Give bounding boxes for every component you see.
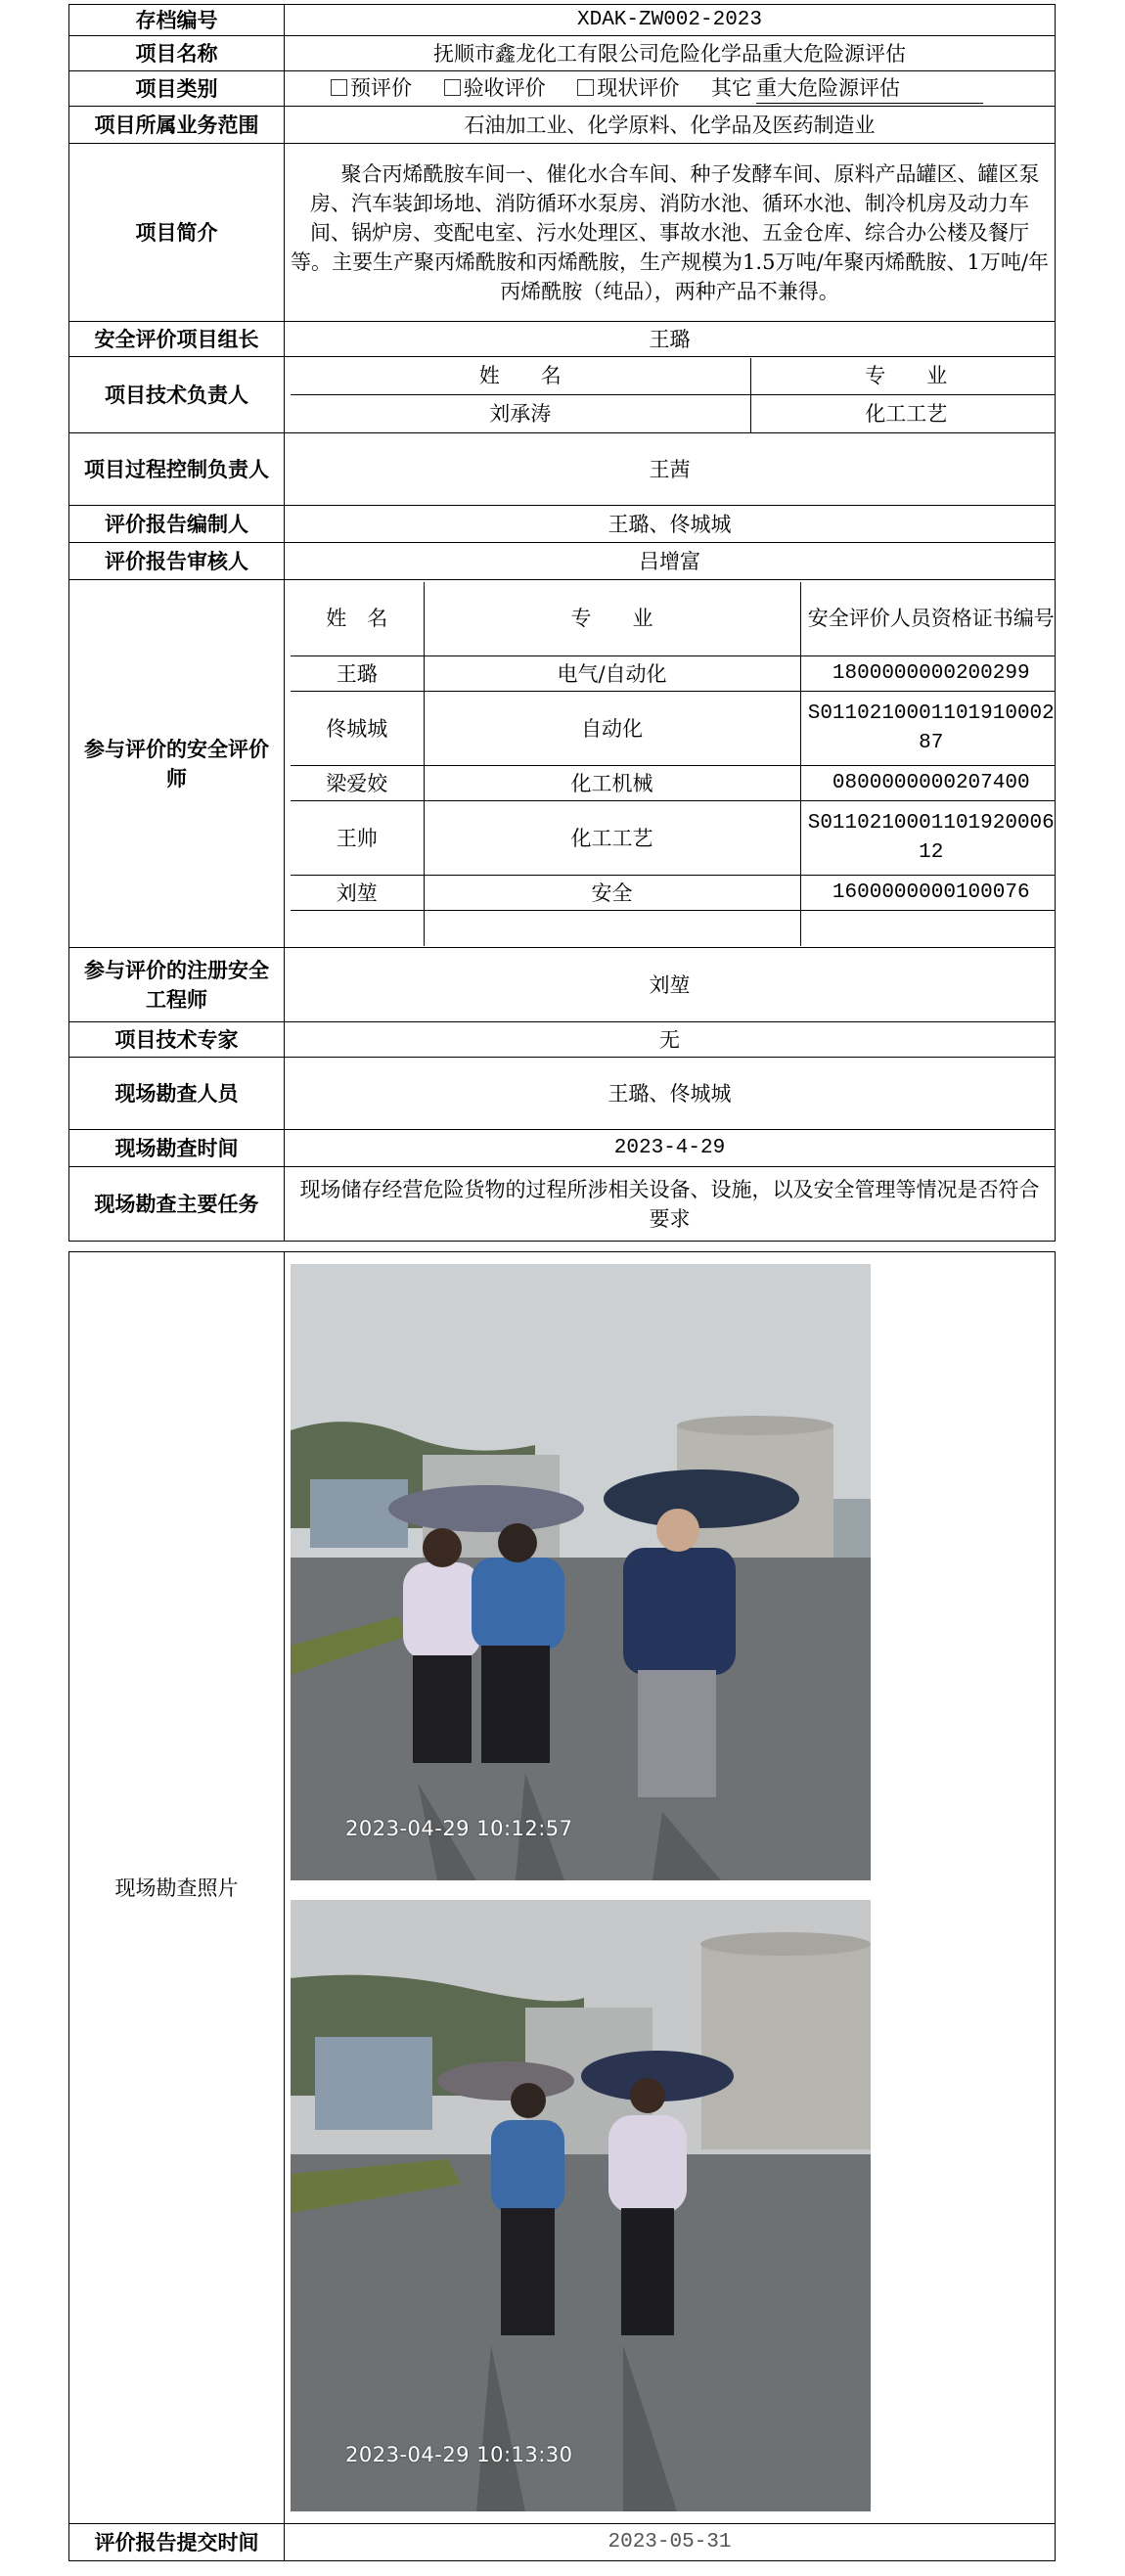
evaluator-name xyxy=(291,911,424,946)
table-row xyxy=(291,766,1056,801)
scope-label: 项目所属业务范围 xyxy=(69,107,285,144)
table-row xyxy=(291,911,1056,946)
reviewer-label: 评价报告审核人 xyxy=(69,543,285,580)
checkbox-icon[interactable] xyxy=(331,79,347,96)
photo-1-timestamp: 2023-04-29 10:12:57 xyxy=(345,1817,573,1840)
submit-label: 评价报告提交时间 xyxy=(69,2524,285,2561)
evaluators-head-name: 姓 名 xyxy=(291,582,424,656)
category-options xyxy=(285,71,1056,107)
photos-label: 现场勘查照片 xyxy=(69,1252,285,2524)
evaluator-major: 化工工艺 xyxy=(424,801,800,876)
checkbox-icon[interactable] xyxy=(444,79,461,96)
tech-lead-cell xyxy=(285,357,1056,433)
table-row xyxy=(291,656,1056,692)
process-lead-label: 项目过程控制负责人 xyxy=(69,433,285,506)
evaluator-cert: S011021000110191000287 xyxy=(800,692,1056,766)
option-other-label: 其它 xyxy=(711,76,753,100)
archive-value: XDAK-ZW002-2023 xyxy=(285,5,1056,36)
project-name-label: 项目名称 xyxy=(69,36,285,71)
leader-value: 王璐 xyxy=(285,322,1056,357)
photo-2-timestamp: 2023-04-29 10:13:30 xyxy=(345,2443,573,2466)
evaluators-table xyxy=(291,582,1056,946)
option-pre[interactable]: 预评价 xyxy=(331,76,412,100)
tech-lead-col-major: 专 业 xyxy=(750,358,1056,395)
tech-lead-table xyxy=(291,358,1056,432)
evaluator-major: 安全 xyxy=(424,876,800,911)
intro-text: 聚合丙烯酰胺车间一、催化水合车间、种子发酵车间、原料产品罐区、罐区泵房、汽车装卸场地、消防循环水泵房、消防水池、循环水池、制冷机房及动力车间、锅炉房、变配电室、污水处理区、事故水池、五金仓库、综合办公楼及餐厅等。主要生产聚丙烯酰胺和丙烯酰胺，生产规模为1.5万吨/年聚丙烯酰胺、1万吨/年丙烯酰胺（纯品），两种产品不兼得。 xyxy=(285,144,1056,322)
evaluator-name: 王帅 xyxy=(291,801,424,876)
option-acceptance[interactable]: 验收评价 xyxy=(444,76,546,100)
compiler-value: 王璐、佟城城 xyxy=(285,506,1056,543)
surveyors-label: 现场勘查人员 xyxy=(69,1058,285,1130)
record-sheet xyxy=(68,4,1055,2561)
archive-label: 存档编号 xyxy=(69,5,285,36)
project-info-table xyxy=(68,4,1056,1242)
tech-lead-major: 化工工艺 xyxy=(750,395,1056,432)
checkbox-icon[interactable] xyxy=(577,79,594,96)
evaluator-cert: 1600000000100076 xyxy=(800,876,1056,911)
process-lead-value: 王茜 xyxy=(285,433,1056,506)
site-photo-2 xyxy=(291,1900,871,2511)
site-photo-2-image xyxy=(291,1900,871,2511)
expert-value: 无 xyxy=(285,1022,1056,1058)
evaluator-cert xyxy=(800,911,1056,946)
survey-task-label: 现场勘查主要任务 xyxy=(69,1167,285,1242)
tech-lead-col-name: 姓 名 xyxy=(291,358,750,395)
surveyors-value: 王璐、佟城城 xyxy=(285,1058,1056,1130)
survey-time-value: 2023-4-29 xyxy=(285,1130,1056,1167)
table-row xyxy=(291,876,1056,911)
tech-lead-name: 刘承涛 xyxy=(291,395,750,432)
evaluator-name: 王璐 xyxy=(291,656,424,692)
expert-label: 项目技术专家 xyxy=(69,1022,285,1058)
evaluator-major: 化工机械 xyxy=(424,766,800,801)
evaluators-head-major: 专 业 xyxy=(424,582,800,656)
reg-engineer-label: 参与评价的注册安全工程师 xyxy=(69,948,285,1022)
evaluator-name: 刘堃 xyxy=(291,876,424,911)
evaluator-name: 佟城城 xyxy=(291,692,424,766)
intro-label: 项目简介 xyxy=(69,144,285,322)
table-row xyxy=(291,801,1056,876)
survey-task-value: 现场储存经营危险货物的过程所涉相关设备、设施，以及安全管理等情况是否符合要求 xyxy=(285,1167,1056,1242)
category-label: 项目类别 xyxy=(69,71,285,107)
compiler-label: 评价报告编制人 xyxy=(69,506,285,543)
evaluator-major: 电气/自动化 xyxy=(424,656,800,692)
survey-time-label: 现场勘查时间 xyxy=(69,1130,285,1167)
evaluator-cert: S011021000110192000612 xyxy=(800,801,1056,876)
option-status[interactable]: 现状评价 xyxy=(577,76,679,100)
site-photo-1-image xyxy=(291,1264,871,1880)
evaluator-cert: 1800000000200299 xyxy=(800,656,1056,692)
photo-table xyxy=(68,1251,1056,2561)
table-row xyxy=(291,692,1056,766)
tech-lead-label: 项目技术负责人 xyxy=(69,357,285,433)
evaluators-head-cert: 安全评价人员资格证书编号 xyxy=(800,582,1056,656)
reg-engineer-value: 刘堃 xyxy=(285,948,1056,1022)
site-photo-1 xyxy=(291,1264,871,1880)
photos-cell xyxy=(285,1252,1056,2524)
evaluator-major: 自动化 xyxy=(424,692,800,766)
submit-value: 2023-05-31 xyxy=(285,2524,1056,2561)
evaluators-label: 参与评价的安全评价师 xyxy=(69,580,285,948)
evaluator-cert: 0800000000207400 xyxy=(800,766,1056,801)
scope-value: 石油加工业、化学原料、化学品及医药制造业 xyxy=(285,107,1056,144)
leader-label: 安全评价项目组长 xyxy=(69,322,285,357)
evaluators-cell xyxy=(285,580,1056,948)
evaluator-name: 梁爱姣 xyxy=(291,766,424,801)
evaluator-major xyxy=(424,911,800,946)
project-name-value: 抚顺市鑫龙化工有限公司危险化学品重大危险源评估 xyxy=(285,36,1056,71)
option-other-value: 重大危险源评估 xyxy=(756,73,983,104)
reviewer-value: 吕增富 xyxy=(285,543,1056,580)
